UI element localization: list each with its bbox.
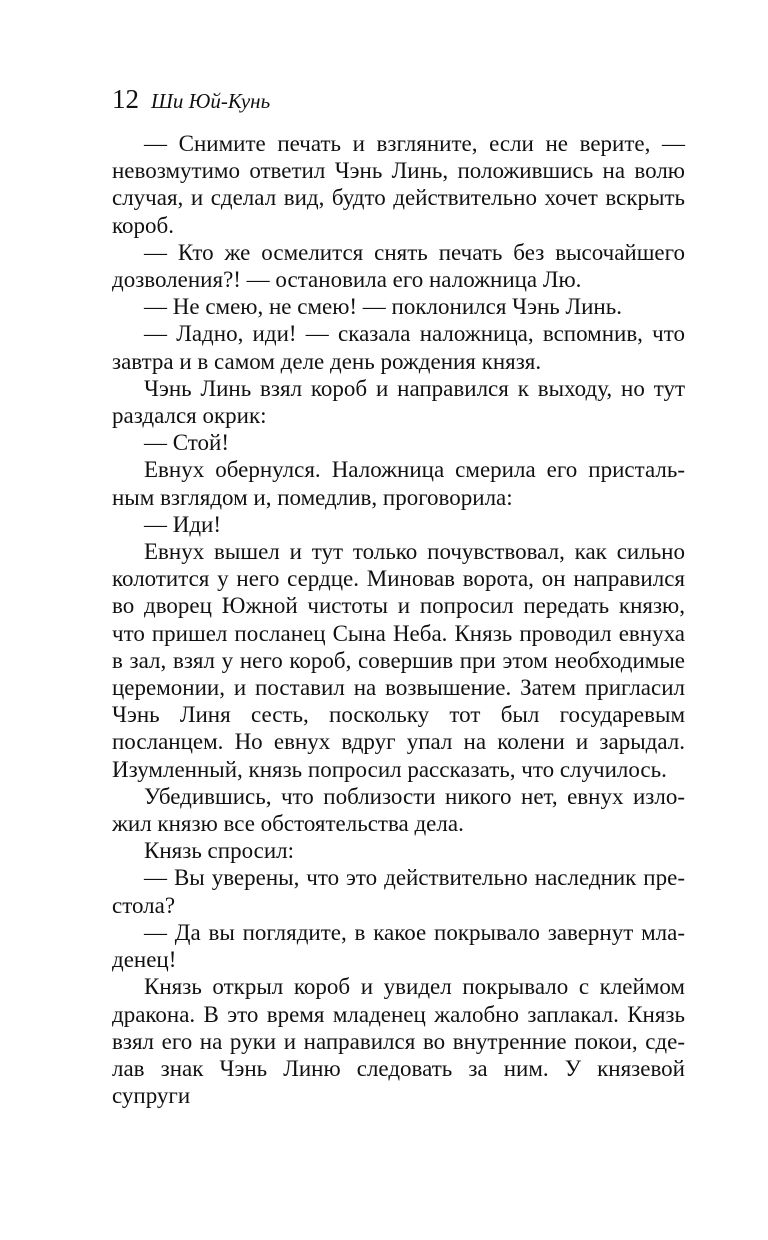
running-head [112,84,685,122]
paragraph: — Да вы поглядите, в какое покрывало завернут младенец! [112,919,685,973]
paragraph: — Не смею, не смею! — поклонился Чэнь Линь. [144,294,622,320]
body-text [112,130,685,1109]
book-page [112,84,685,1109]
running-title: Ши Юй-Кунь [151,89,271,113]
paragraph: — Снимите печать и взгляните, если не верите, — невозмутимо ответил Чэнь Линь, положившись на волю случая, и сделал вид, будто действительно хочет вскрыть короб. [112,131,685,238]
paragraph: — Иди! [144,511,222,537]
paragraph: Евнух вышел и тут только почувствовал, как сильно колотится у него сердце. Миновав ворота, он направился во дворец Южной чистоты и попросил передать князю, что пришел посланец Сына Неба. Князь проводил евнуха в зал, взял у него короб, совершив при этом необходимые церемонии, и поставил на возвышение. Затем пригласил Чэнь Линя сесть, поскольку тот был государевым посланцем. Но евнух вдруг упал на колени и зарыдал. Изумленный, князь попросил рассказать, что случилось. [112,539,685,782]
paragraph: Евнух обернулся. Наложница смерила его пристальным взглядом и, помедлив, проговорила: [112,457,685,510]
paragraph: — Вы уверены, что это действительно наследник престола? [112,865,685,918]
paragraph: Князь спросил: [144,838,295,864]
page-number: 12 [112,84,139,114]
paragraph: — Кто же осмелится снять печать без высочайшего дозволения?! — остановила его наложница Лю. [112,239,685,293]
paragraph: Чэнь Линь взял короб и направился к выходу, но тут раздался окрик: [112,375,685,429]
paragraph: Убедившись, что поблизости никого нет, евнух изложил князю все обстоятельства дела. [112,783,685,837]
paragraph: Князь открыл короб и увидел покрывало с клеймом дракона. В это время младенец жалобно заплакал. Князь взял его на руки и направился во внутренние покои, сделав знак Чэнь Линю следовать за ним. У князевой супруги [112,974,685,1109]
paragraph: — Стой! [144,430,230,456]
paragraph: — Ладно, иди! — сказала наложница, вспомнив, что завтра и в самом деле день рождения князя. [112,321,685,374]
